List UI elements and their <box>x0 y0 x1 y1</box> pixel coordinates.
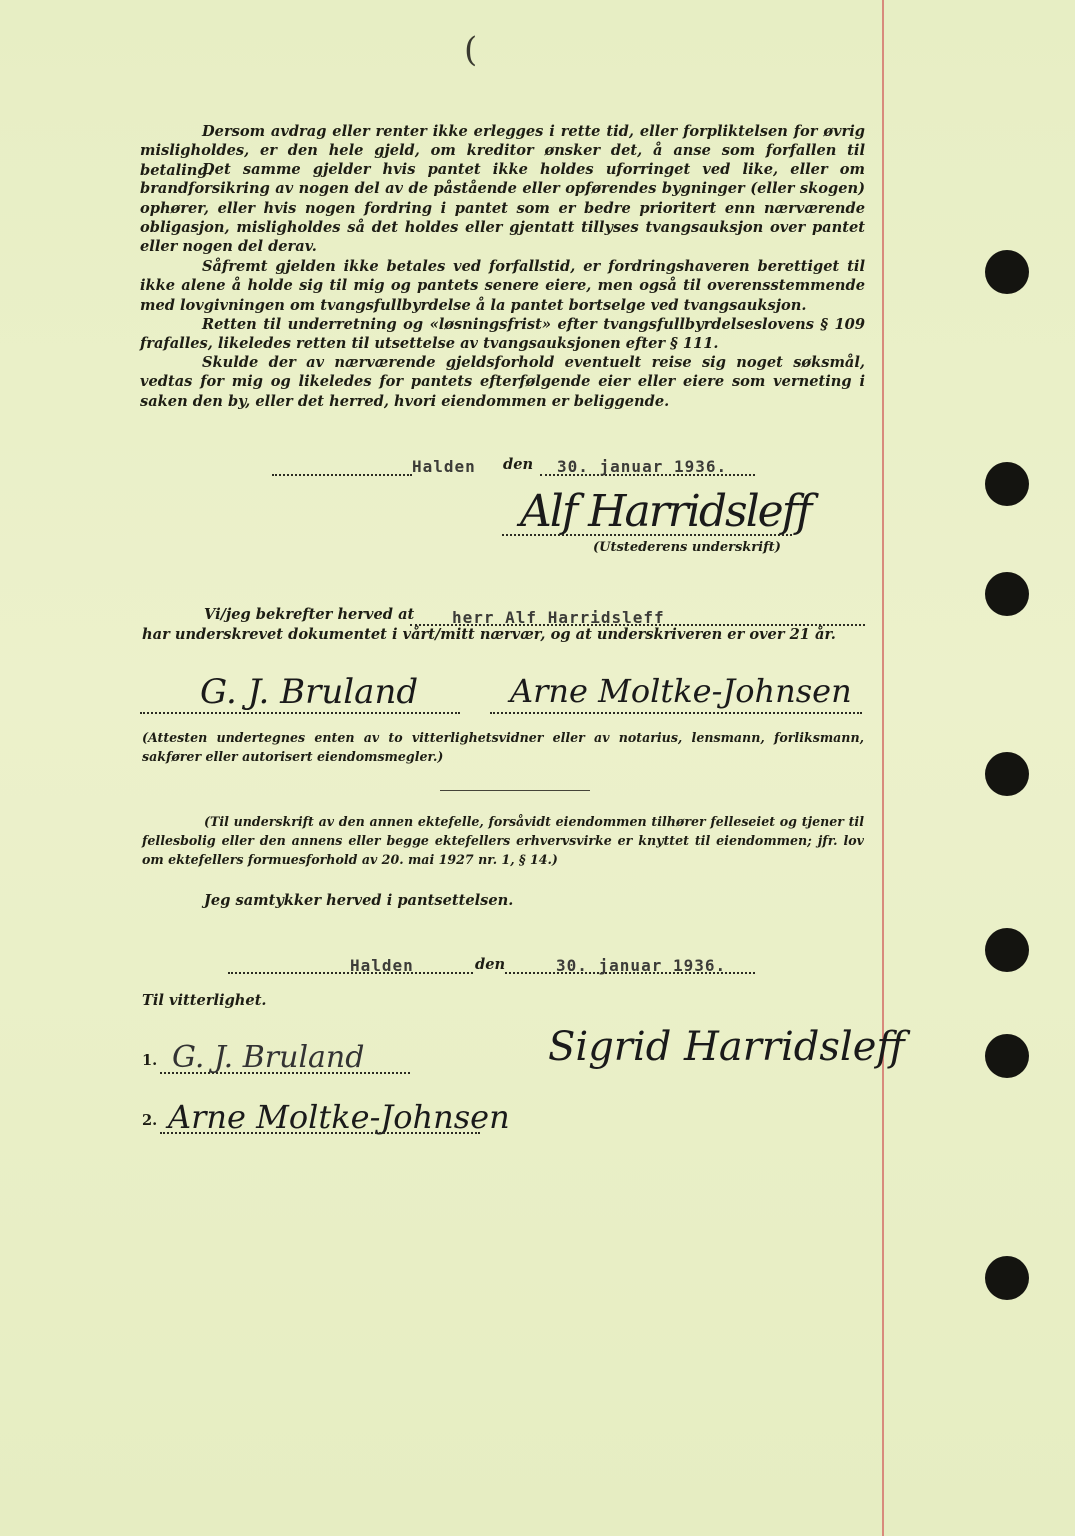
paragraph-venue: Skulde der av nærværende gjeldsforhold eventuelt reise sig noget søksmål, vedtas for mig og likeledes for pantets efterfølgende eier eller eiere som verneting i saken den by, eller det herred, hvori eiendommen er beliggende. <box>140 354 865 410</box>
paragraph-enforcement: Såfremt gjelden ikke betales ved forfallstid, er fordringshaveren berettiget til ikke alene å holde sig til mig og pantets senere eiere, men også til overensstemmende med lovgivningen om tvangsfullbyrdelse å la pantet bortselge ved tvangsauksjon. <box>140 258 865 314</box>
paragraph-default: Dersom avdrag eller renter ikke erlegges i rette tid, eller forpliktelsen for øvrig misligholdes, er den hele gjeld, om kreditor ønsker det, å anse som forfallen til betaling. <box>140 123 865 179</box>
date-place: Halden <box>412 457 476 476</box>
punch-hole <box>985 572 1029 616</box>
witness-num-2: 2. <box>142 1112 158 1129</box>
issuer-signature: Alf Harridsleff <box>520 486 811 537</box>
date-value: 30. januar 1936. <box>557 457 728 476</box>
punch-hole <box>985 1034 1029 1078</box>
witness-list-signature-2: Arne Moltke-Johnsen <box>168 1098 510 1136</box>
punch-hole <box>985 462 1029 506</box>
section-divider <box>440 790 590 791</box>
date2-value: 30. januar 1936. <box>556 956 727 975</box>
witness-signature-1: G. J. Bruland <box>200 672 419 712</box>
punch-hole <box>985 752 1029 796</box>
punch-hole <box>985 928 1029 972</box>
witness-num-1: 1. <box>142 1052 158 1069</box>
top-mark: ( <box>464 30 478 70</box>
issuer-signature-line <box>502 534 792 536</box>
witness-signature-2: Arne Moltke-Johnsen <box>510 672 852 710</box>
punch-hole <box>985 1256 1029 1300</box>
date2-den-label: den <box>475 956 506 973</box>
witness-list-signature-1: G. J. Bruland <box>172 1040 365 1075</box>
date-place-line <box>272 474 412 476</box>
date2-place: Halden <box>350 956 414 975</box>
paragraph-notice: Retten til underretning og «løsningsfrist» efter tvangsfullbyrdelseslovens § 109 frafalles, likeledes retten til utsettelse av tvangsauksjonen efter § 111. <box>140 316 865 353</box>
witness-list-line-1 <box>160 1072 410 1074</box>
paragraph-pledge-condition: Det samme gjelder hvis pantet ikke holdes uforringet ved like, eller om brandforsikring av nogen del av de påstående eller opførendes bygninger (eller skogen) ophører, eller hvis nogen fordring i pantet som er bedre prioritert enn nærværende obligasjon, misligholdes så det holdes eller gjentatt tillyses tvangsauksjon over pantet eller nogen del derav. <box>140 161 865 256</box>
date-den-label: den <box>503 456 534 473</box>
confirmation-typed-name: herr Alf Harridsleff <box>452 608 665 627</box>
attest-note: (Attesten undertegnes enten av to vitterlighetsvidner eller av notarius, lensmann, forliksmann, sakfører eller autorisert eiendomsmegler.) <box>142 730 864 764</box>
punch-hole <box>985 250 1029 294</box>
witness-list-line-2 <box>160 1132 480 1134</box>
confirmation-line2: har underskrevet dokumentet i vårt/mitt nærvær, og at underskriveren er over 21 år. <box>142 626 836 643</box>
witness-line-2 <box>490 712 862 714</box>
issuer-signature-caption: (Utstederens underskrift) <box>593 540 781 555</box>
confirmation-prefix: Vi/jeg bekrefter herved at <box>204 606 415 623</box>
witness-line-1 <box>140 712 460 714</box>
witness-heading: Til vitterlighet. <box>142 992 267 1009</box>
consent-text: Jeg samtykker herved i pantsettelsen. <box>204 892 514 909</box>
spouse-note: (Til underskrift av den annen ektefelle, forsåvidt eiendommen tilhører felleseiet og tjener til fellesbolig eller den annens eller begge ektefellers erhvervsvirke er knyttet til eiendommen; jfr. lov om ektefellers formuesforhold av 20. mai 1927 nr. 1, § 14.) <box>142 814 864 867</box>
margin-line <box>882 0 884 1536</box>
spouse-signature: Sigrid Harridsleff <box>548 1024 905 1070</box>
